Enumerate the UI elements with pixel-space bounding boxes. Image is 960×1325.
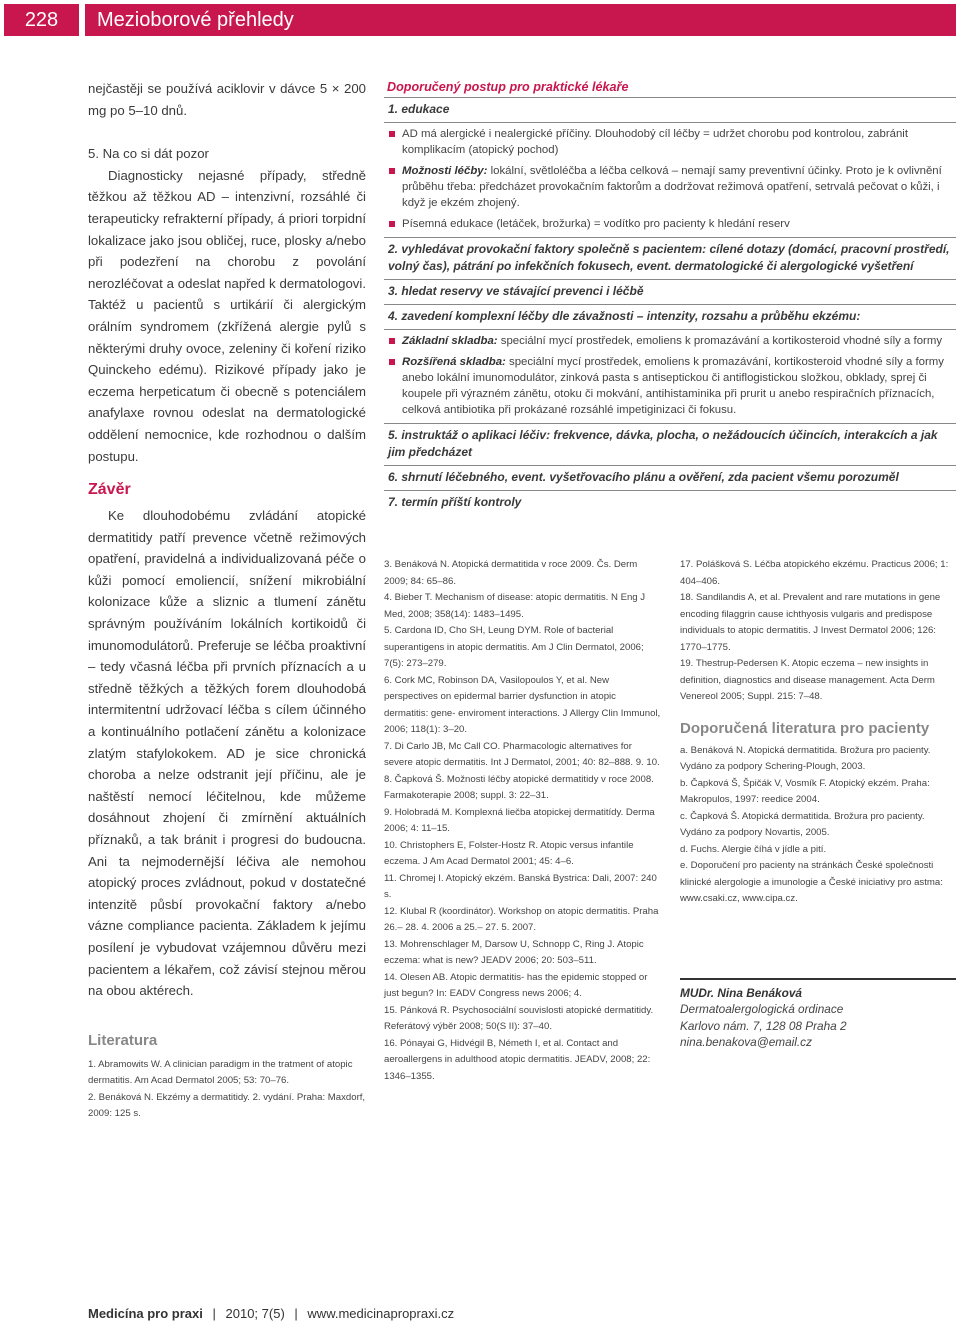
- list-item: Písemná edukace (letáček, brožurka) = vodítko pro pacienty k hledání reserv: [384, 213, 956, 234]
- recommended-procedure-box: [384, 78, 956, 515]
- author-address: Karlovo nám. 7, 128 08 Praha 2: [680, 1018, 847, 1033]
- literature-heading: Literatura: [88, 1031, 158, 1049]
- reference-item: 10. Christophers E, Folster-Hostz R. Atopic versus infantile eczema. J Am Acad Dermatol 2001; 45: 4–6.: [384, 839, 634, 867]
- step-6: 6. shrnutí léčebného, event. vyšetřovacího plánu a ověření, zda pacient všemu porozuměl: [384, 466, 956, 491]
- author-email[interactable]: nina.benakova@email.cz: [680, 1035, 812, 1049]
- step-4-list: [384, 330, 956, 424]
- step-1-list: [384, 123, 956, 238]
- intro-paragraph: nejčastěji se používá aciklovir v dávce 5 × 200 mg po 5–10 dnů.: [88, 81, 366, 118]
- reference-item: 18. Sandilandis A, et al. Prevalent and rare mutations in gene encoding filaggrin cause ichthyosis vulgaris and predispose individuals to atopic dermatitis. J Invest Dermatol 2006; 126: 1770–1775.: [680, 592, 941, 653]
- patient-literature-heading: Doporučená literatura pro pacienty: [680, 719, 930, 737]
- reference-item: 8. Čapková Š. Možnosti léčby atopické dermatitidy v roce 2008. Farmakoterapie 2008; suppl. 3: 22–31.: [384, 773, 654, 801]
- reference-item: 12. Klubal R (koordinátor). Workshop on atopic dermatitis. Praha 26.– 28. 4. 2006 a 25.– 27. 5. 2007.: [384, 905, 659, 933]
- patient-literature-item: c. Čapková Š. Atopická dermatitida. Brožura pro pacienty. Vydáno za podpory Novartis, 2005.: [680, 810, 925, 838]
- literature-list-middle: [384, 557, 662, 1085]
- journal-issue: 2010; 7(5): [225, 1306, 285, 1321]
- author-block: [680, 978, 956, 1051]
- conclusion-heading: Závěr: [88, 481, 131, 499]
- reference-item: 2. Benáková N. Ekzémy a dermatitidy. 2. vydání. Praha: Maxdorf, 2009: 125 s.: [88, 1091, 366, 1120]
- reference-item: 13. Mohrenschlager M, Darsow U, Schnopp C, Ring J. Atopic eczema: what is new? JEADV 2006; 20: 503–511.: [384, 938, 644, 966]
- step-4: 4. zavedení komplexní léčby dle závažnosti – intenzity, rozsahu a průběhu ekzému:: [384, 305, 956, 330]
- step-2: 2. vyhledávat provokační faktory společně s pacientem: cílené dotazy (domácí, pracovní prostředí, volný čas), pátrání po infekčních fokusech, event. dermatologické či alergologické vyšetření: [384, 238, 956, 280]
- box-title: Doporučený postup pro praktické lékaře: [384, 78, 956, 98]
- section-5-text: Diagnosticky nejasné případy, středně těžkou až těžkou AD – intenzivní, rozsáhlé či terapeuticky refrakterní případy, á priori torpidní lokalizace jako jsou obličej, ruce, plosky a/nebo při podezření na chorobu z povolání nerozléčovat a odeslat napřed k dermatologovi. Taktéž u pacientů s urtikárií či alergickým orálním syndromem (zkřížená alergie pylů s některými druhy ovoce, zeleniny či koření riziko Quinckeho edému). Rizikové případy jako je eczema herpeticatum či obecně s potenciálem anafylaxe rovnou odeslat na dermatologické oddělení nemocnice, kde rozhodnou o dalším postupu.: [88, 167, 366, 464]
- step-3: 3. hledat reservy ve stávající prevenci i léčbě: [384, 280, 956, 305]
- literature-list-left: [88, 1057, 366, 1123]
- patient-literature-item: d. Fuchs. Alergie číhá v jídle a pití.: [680, 843, 827, 855]
- reference-item: 17. Polášková S. Léčba atopického ekzému. Practicus 2006; 1: 404–406.: [680, 559, 949, 587]
- list-item: Rozšířená skladba: speciální mycí prostředek, emoliens k promazávání, kortikosteroid vhodné síly a formy anebo lokální imunomodulátor, zinková pasta s antiseptickou či antiflogistickou složkou, obklady, sprej či koupele při výrazném zánětu, otoku či mokvání, antihistaminika při prurit u anebo respiračních příznacích, celková antibiotika při prokázané rozsáhlé impetiginizaci či fokusu.: [384, 351, 956, 420]
- list-item: AD má alergické i nealergické příčiny. Dlouhodobý cíl léčby = udržet chorobu pod kontrolou, zabránit komplikacím (atopický pochod): [384, 123, 956, 160]
- reference-item: 15. Pánková R. Psychosociální souvislosti atopické dermatitidy. Referátový výběr 2008; 50(S II): 37–40.: [384, 1004, 654, 1032]
- reference-item: 7. Di Carlo JB, Mc Call CO. Pharmacologic alternatives for severe atopic dermatitis. Int J Dermatol, 2001; 40: 82–888. 9. 10.: [384, 740, 660, 768]
- reference-item: 6. Cork MC, Robinson DA, Vasilopoulos Y, et al. New perspectives on epidermal barrier dysfunction in atopic dermatitis: gene- enviroment interactions. J Allergy Clin Immunol, 2006; 118(1): 3–20.: [384, 674, 661, 735]
- conclusion-text: Ke dlouhodobému zvládání atopické dermatitidy patří prevence včetně režimových opatření, pravidelná a individualizovaná péče o kůži pomocí emoliencií, snížení mikrobiální kolonizace kůže a sliznic a tlumení zánětu správným používáním lokálních kortikoidů či imunomodulátorů. Preferuje se léčba proaktivní – tedy včasná léčba při prvních příznacích a u středně těžkých a těžkých forem dlouhodobá intermitentní udržovací léčba s cílem účinného a kontinuálního potlačení zánětu a kolonizace zlatým stafylokokem. AD je sice chronická choroba a nelze odstranit její příčinu, ale je naštěstí nemocí léčitelnou, kde můžeme dosáhnout zhojení či zmírnění aktuálních příznaků, a tak bránit i progresi do budoucna. Ani ta nejmodernější léčiva ale nemohou atopický proces zvládnout, pokud v dostatečné intenzitě půsbí provokační faktory a/nebo vázne compliance pacienta. Základem k jejímu posílení je vybudovat vzájemnou důvěru mezi pacientem a lékařem, což závisí stejnou měrou na obou aktérech.: [88, 508, 366, 999]
- reference-item: 1. Abramowits W. A clinician paradigm in the tratment of atopic dermatitis. Am Acad Dermatol 2005; 53: 70–76.: [88, 1058, 353, 1087]
- reference-item: 14. Olesen AB. Atopic dermatitis- has the epidemic stopped or just begun? In: EADV Congress news 2006; 4.: [384, 971, 648, 999]
- step-7: 7. termín příští kontroly: [388, 495, 522, 509]
- section-5-title: 5. Na co si dát pozor: [88, 146, 209, 162]
- list-item: Možnosti léčby: lokální, světloléčba a léčba celková – nemají samy preventivní účinky. Proto je k ovlivnění průběhu třeba: předcházet provokačním faktorům a dodržovat režimová opatření, setrvalá pečovat o kůži, i když je ekzém zhojený.: [384, 160, 956, 213]
- reference-item: 5. Cardona ID, Cho SH, Leung DYM. Role of bacterial superantigens in atopic dermatitis. Am J Clin Dermatol, 2006; 7(5): 273–279.: [384, 625, 644, 669]
- journal-name: Medicína pro praxi: [88, 1306, 203, 1321]
- list-item: Základní skladba: speciální mycí prostředek, emoliens k promazávání a kortikosteroid vhodné síly a formy: [384, 330, 956, 351]
- patient-literature-item: e. Doporučení pro pacienty na stránkách České společnosti klinické alergologie a imunologie a České iniciativy pro astma: www.csaki.cz, www.cipa.cz.: [680, 860, 943, 904]
- reference-item: 19. Thestrup-Pedersen K. Atopic eczema – new insights in definition, diagnostics and disease management. Acta Derm Venereol 2005; Suppl. 215: 7–48.: [680, 658, 935, 702]
- page-number: 228: [4, 4, 79, 36]
- author-name: MUDr. Nina Benáková: [680, 985, 802, 1000]
- right-column: [680, 557, 956, 1051]
- step-1: 1. edukace: [384, 98, 956, 123]
- page-header: [0, 0, 960, 38]
- patient-literature-item: a. Benáková N. Atopická dermatitida. Brožura pro pacienty. Vydáno za podpory Schering-Plough, 2003.: [680, 744, 931, 772]
- author-organization: Dermatoalergologická ordinace: [680, 1002, 844, 1016]
- reference-item: 4. Bieber T. Mechanism of disease: atopic dermatitis. N Eng J Med, 2008; 358(14): 1483–1495.: [384, 592, 646, 620]
- reference-item: 9. Holobradá M. Komplexná liečba atopickej dermatitídy. Derma 2006; 4: 11–15.: [384, 806, 655, 834]
- section-title: Mezioborové přehledy: [85, 4, 956, 36]
- reference-item: 3. Benáková N. Atopická dermatitida v roce 2009. Čs. Derm 2009; 84: 65–86.: [384, 559, 638, 587]
- patient-literature-item: b. Čapková Š, Špičák V, Vosmík F. Atopický ekzém. Praha: Makropulos, 1997: reedice 2004.: [680, 777, 930, 805]
- reference-item: 11. Chromej I. Atopický ekzém. Banská Bystrica: Dali, 2007: 240 s.: [384, 872, 657, 900]
- step-5: 5. instruktáž o aplikaci léčiv: frekvence, dávka, plocha, o nežádoucích účincích, interakcích a jak jim předcházet: [384, 424, 956, 466]
- journal-url[interactable]: www.medicinapropraxi.cz: [307, 1306, 455, 1321]
- left-column: [88, 78, 366, 1123]
- page-footer: Medicína pro praxi | 2010; 7(5) | www.medicinapropraxi.cz: [88, 1306, 455, 1321]
- reference-item: 16. Pónayai G, Hidvégil B, Németh I, et al. Contact and aeroallergens in adulthood atopic dermatitis. JEADV, 2008; 22: 1346–1355.: [384, 1037, 651, 1082]
